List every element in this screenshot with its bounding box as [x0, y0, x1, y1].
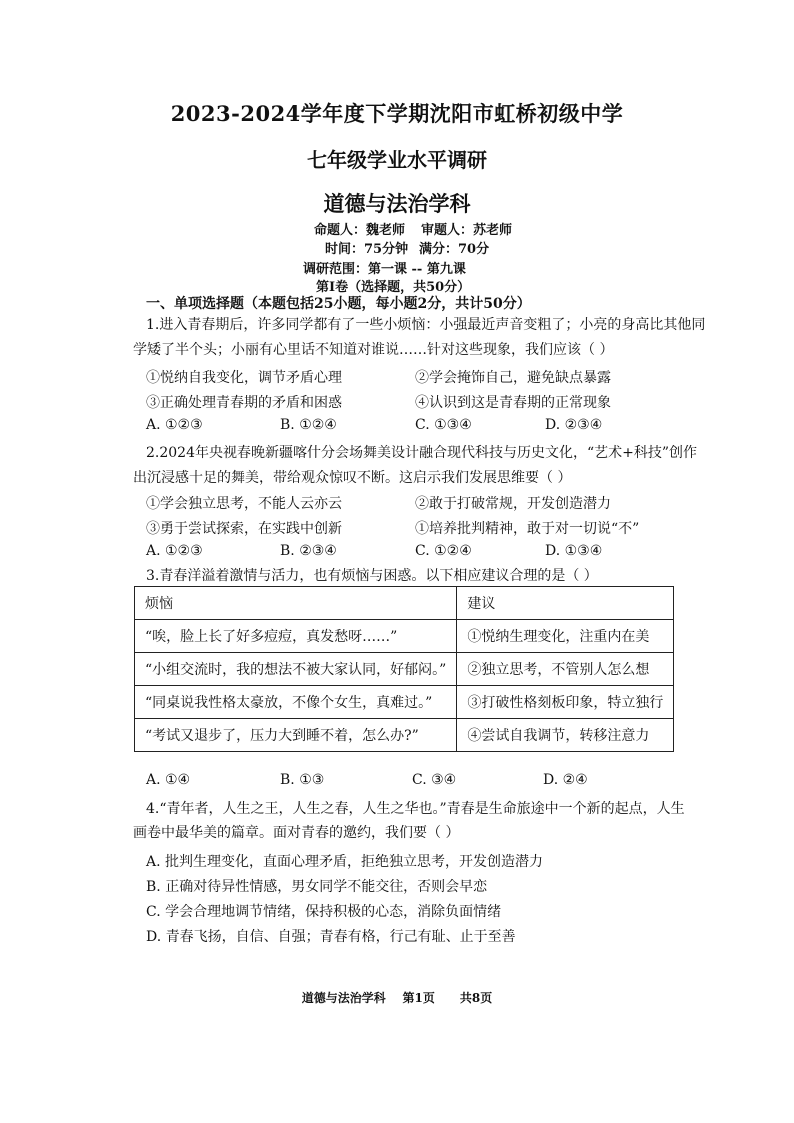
section-heading: 一、单项选择题（本题包括25小题，每小题2分，共计50分）	[146, 296, 531, 312]
q1-statement-3: ③正确处理青春期的矛盾和困惑	[146, 395, 342, 411]
subject-title: 道德与法治学科	[323, 191, 471, 216]
full-score: 满分：70分	[419, 242, 490, 257]
table-row	[135, 686, 674, 719]
q2-option-d[interactable]: D. ①③④	[545, 543, 603, 559]
q3-option-b[interactable]: B. ①③	[280, 772, 325, 788]
q2-option-c[interactable]: C. ①②④	[415, 543, 472, 559]
page-footer	[0, 989, 794, 1006]
q4-option-c[interactable]: C. 学会合理地调节情绪，保持积极的心态，消除负面情绪	[146, 904, 502, 920]
q1-option-a[interactable]: A. ①②③	[146, 417, 203, 433]
q1-stem-line1: 1.进入青春期后，许多同学都有了一些小烦恼：小强最近声音变粗了；小亮的身高比其他同	[146, 317, 706, 333]
q3-stem: 3.青春洋溢着激情与活力，也有烦恼与困惑。以下相应建议合理的是（ ）	[146, 568, 598, 584]
q2-statement-3: ③勇于尝试探索，在实践中创新	[146, 521, 342, 537]
table-cell-advice: ②独立思考，不管别人怎么想	[457, 653, 674, 686]
table-header-advice: 建议	[457, 587, 674, 620]
table-header-worries: 烦恼	[135, 587, 457, 620]
q2-option-a[interactable]: A. ①②③	[146, 543, 203, 559]
setter: 命题人：魏老师	[314, 223, 406, 238]
exam-subtitle: 七年级学业水平调研	[307, 148, 487, 172]
q2-statement-2: ②敢于打破常规，开发创造潜力	[415, 496, 611, 512]
q1-option-c[interactable]: C. ①③④	[415, 417, 472, 433]
exam-title: 2023-2024学年度下学期沈阳市虹桥初级中学	[170, 101, 624, 126]
exam-time: 时间：75分钟	[325, 242, 409, 257]
q4-stem-line2: 画卷中最华美的篇章。面对青春的邀约，我们要（ ）	[133, 825, 460, 841]
q1-statement-2: ②学会掩饰自己，避免缺点暴露	[415, 370, 611, 386]
q1-stem-line2: 学矮了半个头；小丽有心里话不知道对谁说……针对这些现象，我们应该（ ）	[133, 342, 614, 358]
reviewer: 审题人：苏老师	[421, 223, 513, 238]
table-cell-worry: “小组交流时，我的想法不被大家认同，好郁闷。”	[135, 653, 457, 686]
q2-stem-line2: 出沉浸感十足的舞美，带给观众惊叹不断。这启示我们发展思维要（ ）	[133, 470, 572, 486]
footer-subject: 道德与法治学科	[301, 991, 386, 1005]
worries-advice-table	[134, 586, 674, 752]
table-header-row	[135, 587, 674, 620]
table-row	[135, 653, 674, 686]
table-cell-advice: ①悦纳生理变化，注重内在美	[457, 620, 674, 653]
table-cell-worry: “同桌说我性格太豪放，不像个女生，真难过。”	[135, 686, 457, 719]
q2-statement-4: ①培养批判精神，敢于对一切说“不”	[415, 521, 640, 537]
q3-option-c[interactable]: C. ③④	[412, 772, 457, 788]
q1-statement-4: ④认识到这是青春期的正常现象	[415, 395, 611, 411]
table-row	[135, 719, 674, 752]
table-cell-worry: “唉，脸上长了好多痘痘，真发愁呀……”	[135, 620, 457, 653]
q4-stem-line1: 4.“青年者，人生之王，人生之春，人生之华也。”青春是生命旅途中一个新的起点，人生	[146, 801, 685, 817]
table-cell-worry: “考试又退步了，压力大到睡不着，怎么办?”	[135, 719, 457, 752]
q2-statement-1: ①学会独立思考，不能人云亦云	[146, 496, 342, 512]
q2-option-b[interactable]: B. ②③④	[280, 543, 337, 559]
volume-heading: 第Ⅰ卷（选择题，共50分）	[316, 280, 471, 295]
q3-option-d[interactable]: D. ②④	[543, 772, 588, 788]
exam-scope: 调研范围：第一课 -- 第九课	[303, 262, 466, 277]
q3-option-a[interactable]: A. ①④	[146, 772, 191, 788]
table-cell-advice: ④尝试自我调节，转移注意力	[457, 719, 674, 752]
q1-statement-1: ①悦纳自我变化，调节矛盾心理	[146, 370, 342, 386]
table-cell-advice: ③打破性格刻板印象，特立独行	[457, 686, 674, 719]
q4-option-b[interactable]: B. 正确对待异性情感，男女同学不能交往，否则会早恋	[146, 879, 488, 895]
footer-page: 第1页	[402, 991, 435, 1005]
table-row	[135, 620, 674, 653]
q4-option-a[interactable]: A. 批判生理变化，直面心理矛盾，拒绝独立思考，开发创造潜力	[146, 854, 544, 870]
q2-stem-line1: 2.2024年央视春晚新疆喀什分会场舞美设计融合现代科技与历史文化，“艺术+科技”创作	[146, 445, 698, 461]
q1-option-d[interactable]: D. ②③④	[545, 417, 603, 433]
q1-option-b[interactable]: B. ①②④	[280, 417, 337, 433]
footer-total: 共8页	[459, 991, 493, 1005]
q4-option-d[interactable]: D. 青春飞扬，自信、自强；青春有格，行己有耻、止于至善	[146, 929, 516, 945]
